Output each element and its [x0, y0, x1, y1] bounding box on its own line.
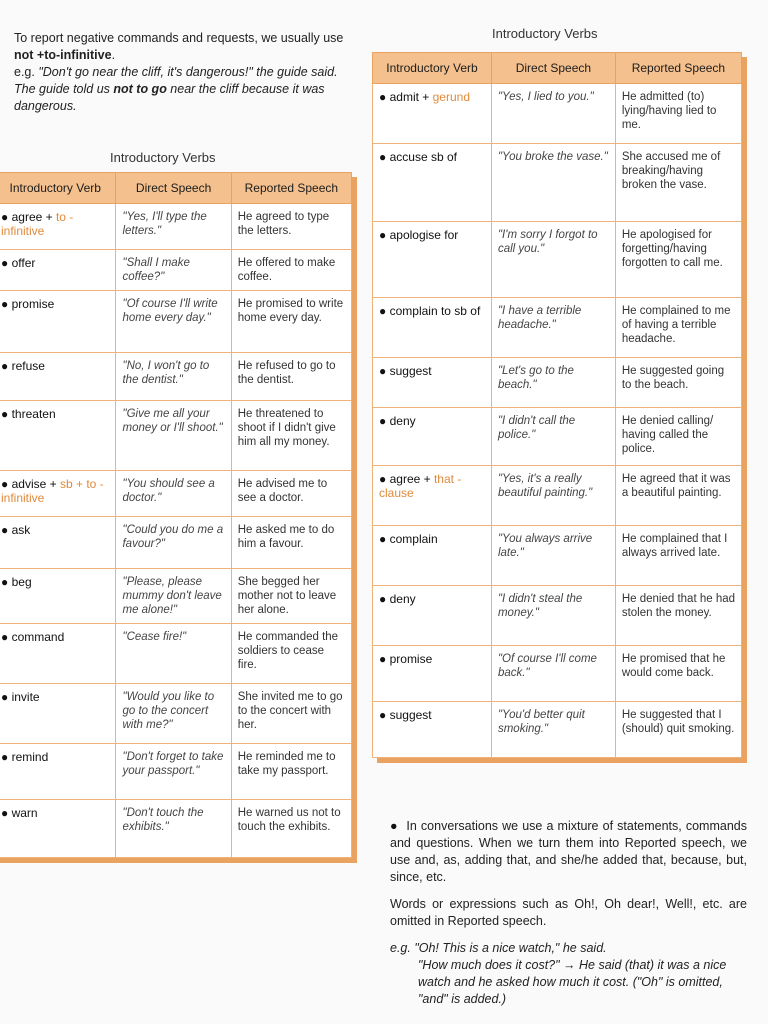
bullet-icon: ● [1, 297, 12, 311]
reported-speech-cell: He suggested going to the beach. [615, 358, 741, 408]
reported-speech-cell: She accused me of breaking/having broken the vase. [615, 144, 741, 222]
verb-text: offer [11, 256, 36, 270]
table-row [373, 222, 742, 298]
direct-speech-cell: "Please, please mummy don't leave me alone!" [116, 569, 231, 624]
verb-text: command [11, 630, 65, 644]
reported-speech-cell: He promised to write home every day. [231, 291, 351, 353]
intro-verb-cell [373, 358, 492, 408]
bullet-icon: ● [1, 806, 12, 820]
intro-verb-cell [0, 624, 116, 684]
reported-speech-cell: She begged her mother not to leave her alone. [231, 569, 351, 624]
bullet-icon: ● [379, 708, 390, 722]
table-row [373, 526, 742, 586]
verb-text: apologise for [389, 228, 459, 242]
verb-text: complain to sb of [389, 304, 481, 318]
table-row [373, 408, 742, 466]
intro-verb-cell [373, 702, 492, 758]
bullet-icon: ● [379, 414, 390, 428]
example-bold: not to go [113, 82, 167, 96]
intro-verb-cell [373, 298, 492, 358]
intro-verb-cell [373, 586, 492, 646]
example-rest: near the cliff because it was dangerous. [14, 82, 325, 113]
bullet-icon: ● [379, 592, 390, 606]
bullet-icon: ● [1, 407, 12, 421]
verb-text: agree + [11, 210, 56, 224]
column-header: Direct Speech [491, 53, 615, 84]
bullet-icon: ● [1, 359, 12, 373]
direct-speech-cell: "I didn't steal the money." [491, 586, 615, 646]
intro-period: . [111, 48, 116, 62]
bullet-icon: ● [379, 150, 390, 164]
table-row [373, 358, 742, 408]
intro-verb-cell [0, 401, 116, 471]
verb-pattern: that -clause [379, 472, 462, 500]
table-row [0, 401, 352, 471]
intro-verb-cell [373, 222, 492, 298]
intro-line: To report negative commands and requests, we usually use [14, 31, 344, 45]
intro-text [14, 30, 349, 115]
intro-verb-cell [0, 800, 116, 858]
verb-text: ask [11, 523, 31, 537]
bullet-icon: ● [379, 652, 390, 666]
bullet-icon: ● [379, 364, 390, 378]
direct-speech-cell: "No, I won't go to the dentist." [116, 353, 231, 401]
table-row [0, 517, 352, 569]
bullet-icon: ● [1, 256, 12, 270]
intro-verb-cell [0, 353, 116, 401]
reported-speech-cell: He asked me to do him a favour. [231, 517, 351, 569]
note-paragraph-1 [390, 818, 747, 886]
note-section [390, 818, 747, 1008]
verb-pattern: gerund [432, 90, 470, 104]
intro-verb-cell [0, 250, 116, 291]
note-paragraph-2: Words or expressions such as Oh!, Oh dear!, Well!, etc. are omitted in Reported speech. [390, 897, 747, 928]
example-line-1: e.g. "Oh! This is a nice watch," he said. [390, 941, 607, 955]
verb-text: promise [389, 652, 433, 666]
intro-verb-cell [0, 744, 116, 800]
intro-verb-cell [0, 569, 116, 624]
intro-verb-cell [373, 408, 492, 466]
direct-speech-cell: "Don't touch the exhibits." [116, 800, 231, 858]
verb-text: suggest [389, 708, 432, 722]
reported-speech-cell: He agreed that it was a beautiful painting. [615, 466, 741, 526]
intro-verb-cell [373, 466, 492, 526]
bullet-icon: ● [1, 210, 12, 224]
direct-speech-cell: "Give me all your money or I'll shoot." [116, 401, 231, 471]
intro-verb-cell [373, 84, 492, 144]
intro-verb-cell [373, 526, 492, 586]
verb-text: threaten [11, 407, 56, 421]
table-row [0, 250, 352, 291]
table-row [373, 144, 742, 222]
verb-text: admit + [389, 90, 433, 104]
example-text: "Don't go near the cliff, it's dangerous!" the guide said. The guide told us [14, 65, 338, 96]
direct-speech-cell: "Of course I'll come back." [491, 646, 615, 702]
reported-speech-cell: He refused to go to the dentist. [231, 353, 351, 401]
table-row [373, 84, 742, 144]
direct-speech-cell: "Let's go to the beach." [491, 358, 615, 408]
verb-pattern: to - infinitive [1, 210, 74, 238]
table-row [373, 586, 742, 646]
table-row [373, 298, 742, 358]
reported-speech-cell: He agreed to type the letters. [231, 204, 351, 250]
verb-text: advise + [11, 477, 60, 491]
verb-text: invite [11, 690, 40, 704]
reported-speech-cell: He complained that I always arrived late. [615, 526, 741, 586]
example-line-2: "How much does it cost?" → He said (that) it was a nice watch and he asked how much it cost. ("Oh" is omitted, "and" is added.) [418, 958, 727, 1006]
table-row [373, 466, 742, 526]
note-example-2 [390, 957, 747, 1008]
verb-text: promise [11, 297, 55, 311]
bullet-icon: ● [1, 523, 12, 537]
bullet-icon: ● [1, 690, 12, 704]
direct-speech-cell: "I'm sorry I forgot to call you." [491, 222, 615, 298]
direct-speech-cell: "Yes, I'll type the letters." [116, 204, 231, 250]
table-row [0, 684, 352, 744]
intro-verb-cell [0, 684, 116, 744]
verb-text: remind [11, 750, 49, 764]
table-row [0, 291, 352, 353]
intro-verb-cell [0, 471, 116, 517]
verb-text: beg [11, 575, 32, 589]
bullet-icon: ● [1, 575, 12, 589]
left-table-title: Introductory Verbs [110, 150, 216, 165]
bullet-icon: ● [379, 472, 390, 486]
eg-label: e.g. [14, 65, 35, 79]
table-row [0, 624, 352, 684]
reported-speech-cell: He threatened to shoot if I didn't give him all my money. [231, 401, 351, 471]
table-row [0, 353, 352, 401]
bullet-icon: ● [1, 630, 12, 644]
reported-speech-cell: He suggested that I (should) quit smoking. [615, 702, 741, 758]
reported-speech-cell: He warned us not to touch the exhibits. [231, 800, 351, 858]
table-row [0, 471, 352, 517]
column-header: Introductory Verb [0, 173, 116, 204]
direct-speech-cell: "I have a terrible headache." [491, 298, 615, 358]
left-verbs-table [0, 172, 352, 858]
right-table-title: Introductory Verbs [492, 26, 598, 41]
intro-verb-cell [0, 517, 116, 569]
verb-pattern: sb + to - infinitive [1, 477, 104, 505]
direct-speech-cell: "Yes, it's a really beautiful painting." [491, 466, 615, 526]
intro-example [14, 65, 338, 113]
verb-text: accuse sb of [389, 150, 457, 164]
reported-speech-cell: He advised me to see a doctor. [231, 471, 351, 517]
column-header: Introductory Verb [373, 53, 492, 84]
reported-speech-cell: He admitted (to) lying/having lied to me. [615, 84, 741, 144]
bullet-icon: ● [379, 304, 390, 318]
table-row [373, 646, 742, 702]
reported-speech-cell: He denied that he had stolen the money. [615, 586, 741, 646]
note-p1-text: In conversations we use a mixture of statements, commands and questions. When we turn them into Reported speech, we use and, as, adding that, and she/he added that, because, but, since, etc. [390, 819, 747, 884]
direct-speech-cell: "You broke the vase." [491, 144, 615, 222]
reported-speech-cell: He apologised for forgetting/having forgotten to call me. [615, 222, 741, 298]
table-row [373, 702, 742, 758]
table-row [0, 569, 352, 624]
direct-speech-cell: "You should see a doctor." [116, 471, 231, 517]
reported-speech-cell: She invited me to go to the concert with her. [231, 684, 351, 744]
intro-verb-cell [0, 291, 116, 353]
verb-text: deny [389, 592, 416, 606]
verb-text: warn [11, 806, 38, 820]
reported-speech-cell: He promised that he would come back. [615, 646, 741, 702]
reported-speech-cell: He offered to make coffee. [231, 250, 351, 291]
direct-speech-cell: "I didn't call the police." [491, 408, 615, 466]
direct-speech-cell: "You always arrive late." [491, 526, 615, 586]
bullet-icon: ● [379, 532, 390, 546]
direct-speech-cell: "Shall I make coffee?" [116, 250, 231, 291]
intro-verb-cell [373, 144, 492, 222]
column-header: Reported Speech [231, 173, 351, 204]
direct-speech-cell: "Could you do me a favour?" [116, 517, 231, 569]
verb-text: agree + [389, 472, 434, 486]
table-row [0, 204, 352, 250]
bullet-icon: ● [379, 228, 390, 242]
bullet-icon: ● [1, 477, 12, 491]
verb-text: complain [389, 532, 438, 546]
bullet-icon: ● [379, 90, 390, 104]
right-verbs-table [372, 52, 742, 758]
direct-speech-cell: "Would you like to go to the concert with me?" [116, 684, 231, 744]
direct-speech-cell: "Yes, I lied to you." [491, 84, 615, 144]
intro-verb-cell [373, 646, 492, 702]
verb-text: deny [389, 414, 416, 428]
intro-bold: not +to-infinitive [14, 48, 112, 62]
reported-speech-cell: He commanded the soldiers to cease fire. [231, 624, 351, 684]
column-header: Direct Speech [116, 173, 231, 204]
reported-speech-cell: He denied calling/ having called the police. [615, 408, 741, 466]
bullet-icon: ● [1, 750, 12, 764]
direct-speech-cell: "Cease fire!" [116, 624, 231, 684]
note-example [390, 940, 747, 957]
intro-verb-cell [0, 204, 116, 250]
column-header: Reported Speech [615, 53, 741, 84]
reported-speech-cell: He complained to me of having a terrible headache. [615, 298, 741, 358]
direct-speech-cell: "Of course I'll write home every day." [116, 291, 231, 353]
reported-speech-cell: He reminded me to take my passport. [231, 744, 351, 800]
verb-text: refuse [11, 359, 45, 373]
table-row [0, 744, 352, 800]
bullet-icon: ● [390, 819, 407, 833]
direct-speech-cell: "Don't forget to take your passport." [116, 744, 231, 800]
verb-text: suggest [389, 364, 432, 378]
table-row [0, 800, 352, 858]
direct-speech-cell: "You'd better quit smoking." [491, 702, 615, 758]
